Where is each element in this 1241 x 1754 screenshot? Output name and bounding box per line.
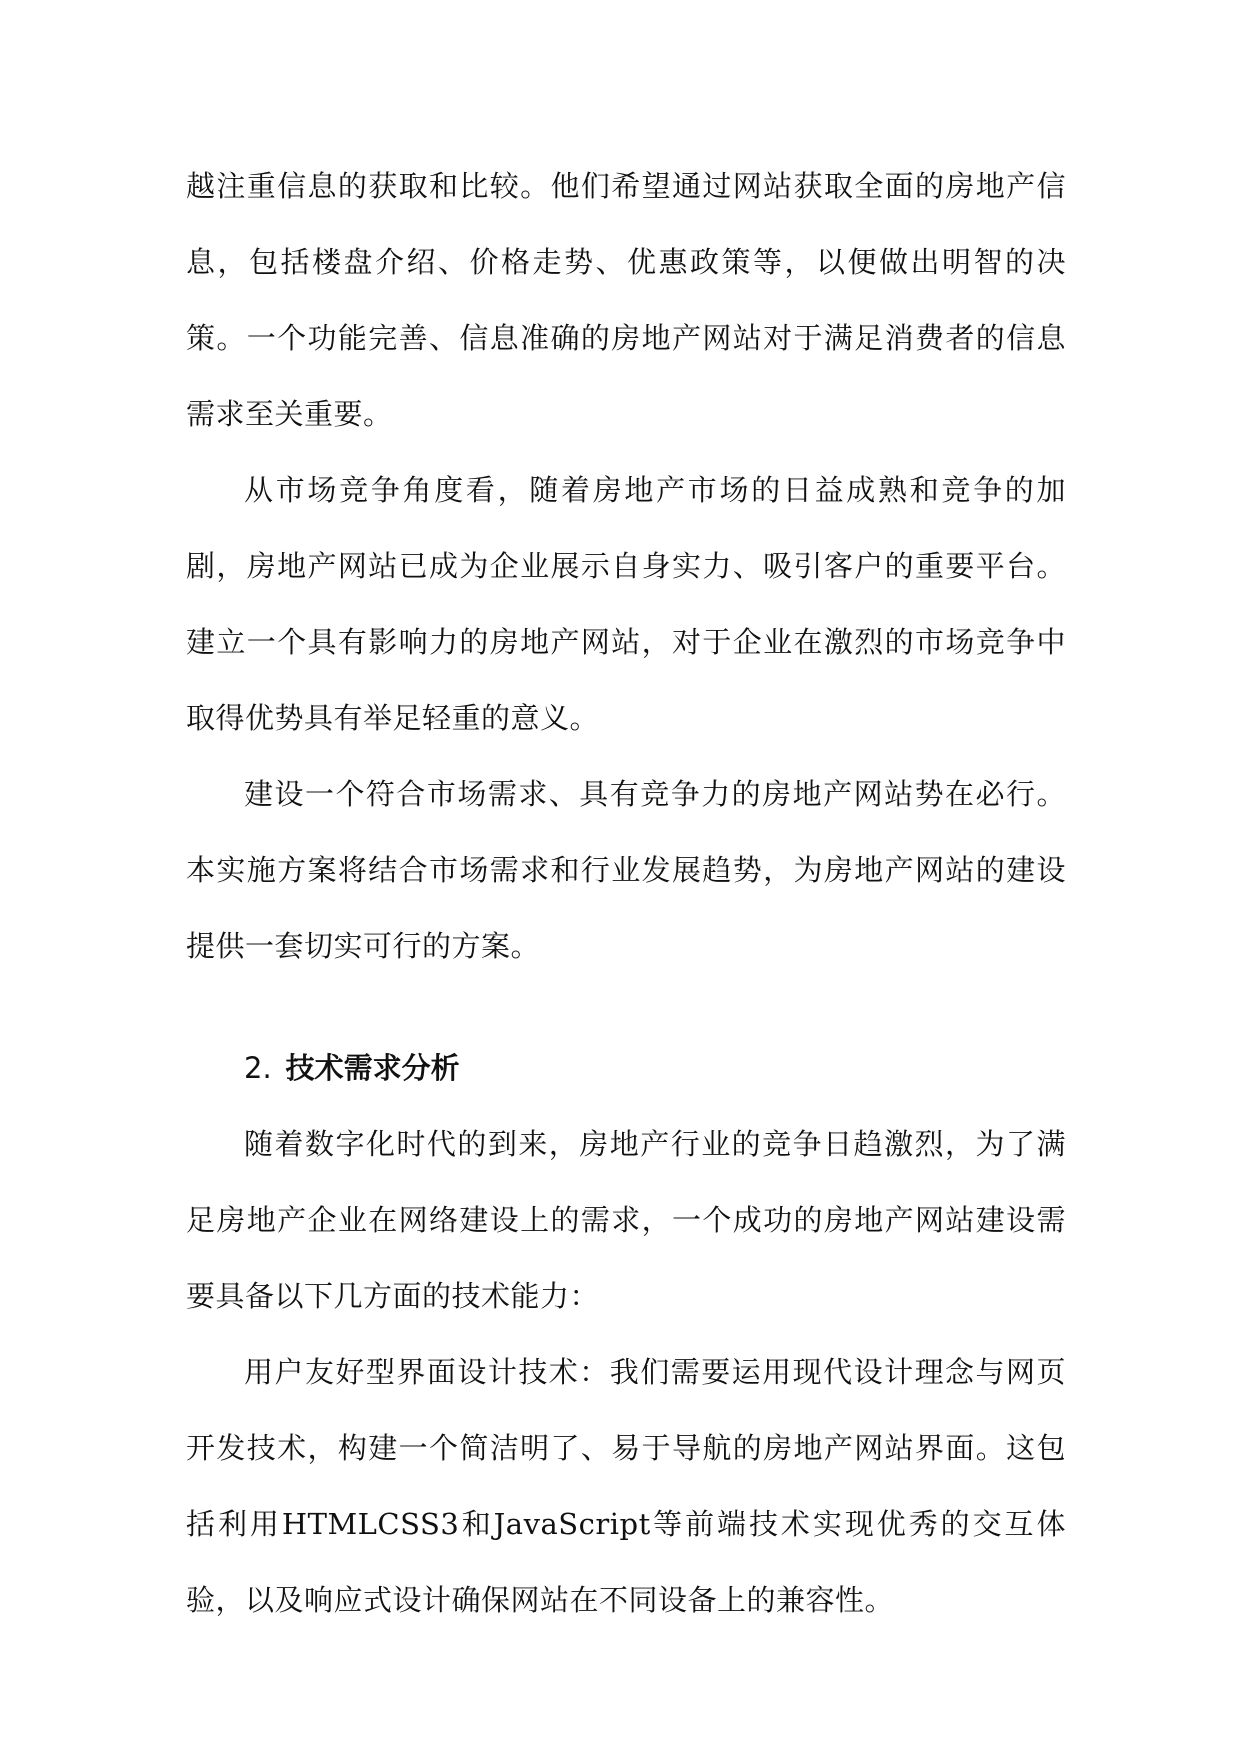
paragraph-market-competition: 从市场竞争角度看，随着房地产市场的日益成熟和竞争的加剧，房地产网站已成为企业展示自身实力、吸引客户的重要平台。建立一个具有影响力的房地产网站，对于企业在激烈的市场竞争中取得优势具有举足轻重的意义。 — [186, 473, 1066, 735]
paragraph-tech-capabilities: 随着数字化时代的到来，房地产行业的竞争日趋激烈，为了满足房地产企业在网络建设上的需求，一个成功的房地产网站建设需要具备以下几方面的技术能力： — [186, 1127, 1066, 1313]
section-heading-tech-requirements — [186, 1030, 1066, 1106]
paragraph-implementation-plan: 建设一个符合市场需求、具有竞争力的房地产网站势在必行。本实施方案将结合市场需求和行业发展趋势，为房地产网站的建设提供一套切实可行的方案。 — [186, 777, 1066, 963]
document-body — [186, 148, 1066, 1638]
section-title: 技术需求分析 — [285, 1051, 460, 1085]
paragraph-ui-design-tech: 用户友好型界面设计技术：我们需要运用现代设计理念与网页开发技术，构建一个简洁明了、易于导航的房地产网站界面。这包括利用HTMLCSS3和JavaScript等前端技术实现优秀的交互体验，以及响应式设计确保网站在不同设备上的兼容性。 — [186, 1355, 1066, 1617]
paragraph-info-needs: 越注重信息的获取和比较。他们希望通过网站获取全面的房地产信息，包括楼盘介绍、价格走势、优惠政策等，以便做出明智的决策。一个功能完善、信息准确的房地产网站对于满足消费者的信息需求至关重要。 — [186, 169, 1066, 431]
section-number: 2. — [244, 1051, 272, 1085]
